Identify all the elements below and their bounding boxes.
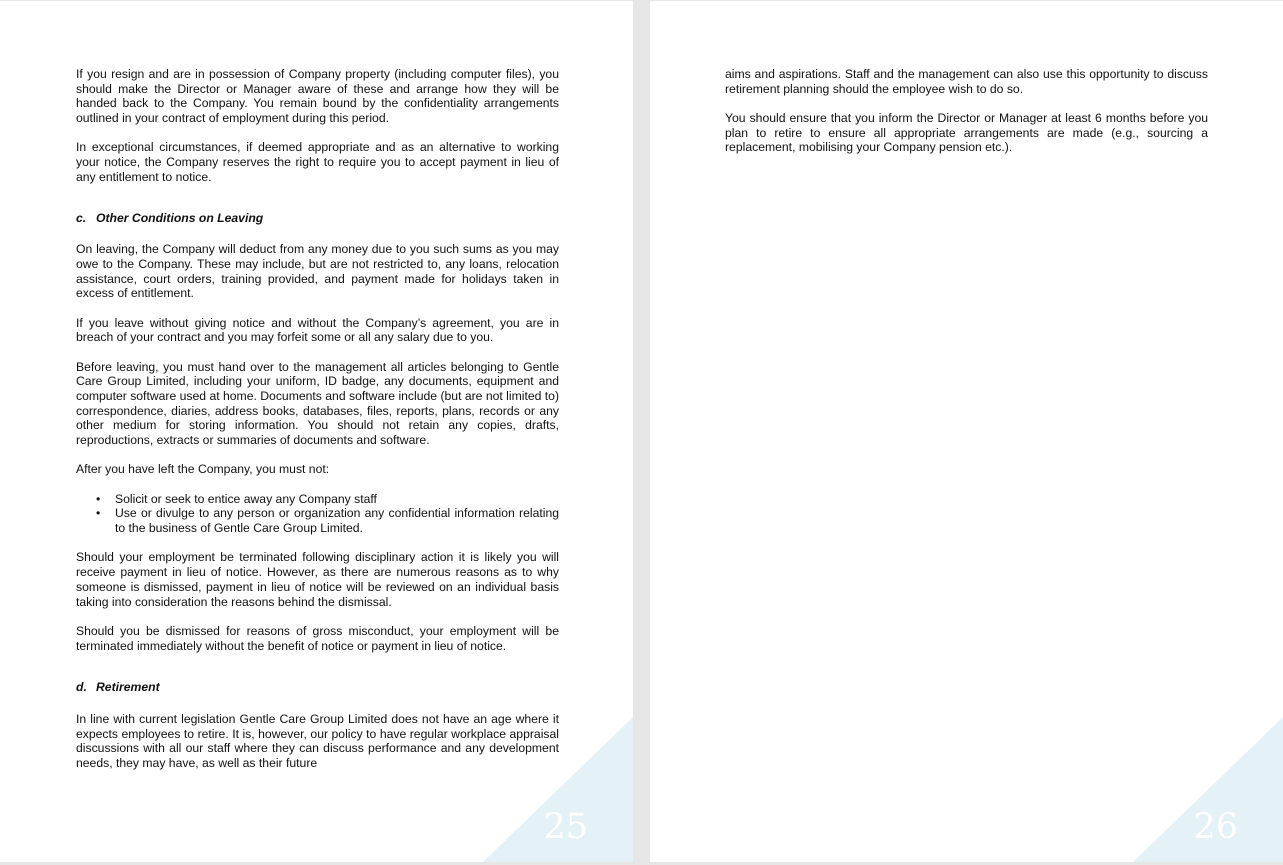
list-item: • Use or divulge to any person or organization any confidential information relating to the business of Gentle Care Group Limited. xyxy=(115,506,559,535)
paragraph: After you have left the Company, you must not: xyxy=(76,462,330,477)
paragraph: You should ensure that you inform the Director or Manager at least 6 months before you plan to retire to ensure all appropriate arrangements are made (e.g., sourcing a replacement, mobilising your Company pension etc.). xyxy=(725,111,1208,155)
page-number: 26 xyxy=(1193,807,1238,847)
section-title: Other Conditions on Leaving xyxy=(96,210,264,225)
paragraph: Before leaving, you must hand over to the management all articles belonging to Gentle Care Group Limited, including your uniform, ID badge, any documents, equipment and computer software used at home. Documents and software include (but are not limited to) correspondence, diaries, address books, databases, files, reports, plans, records or any other medium for storing information. You should not retain any copies, drafts, reproductions, extracts or summaries of documents and software. xyxy=(76,359,560,448)
paragraph: If you leave without giving notice and without the Company’s agreement, you are in breach of your contract and you may forfeit some or all any salary due to you. xyxy=(76,315,559,345)
paragraph: If you resign and are in possession of Company property (including computer files), you should make the Director or Manager aware of these and arrange how they will be handed back to the Company. You remain bound by the confidentiality arrangements outlined in your contract of employment during this period. xyxy=(76,67,559,126)
section-title: Retirement xyxy=(96,680,160,695)
bullet-list xyxy=(76,492,559,536)
paragraph: Should your employment be terminated following disciplinary action it is likely you will receive payment in lieu of notice. However, as there are numerous reasons as to why someone is dismissed, payment in lieu of notice will be reviewed on an individual basis taking into consideration the reasons behind the dismissal. xyxy=(76,550,559,609)
section-label: d. xyxy=(76,680,87,695)
document-page-25 xyxy=(0,1,633,862)
page-number: 25 xyxy=(543,807,588,847)
section-label: c. xyxy=(76,210,87,225)
paragraph: On leaving, the Company will deduct from any money due to you such sums as you may owe to the Company. These may include, but are not restricted to, any loans, relocation assistance, court orders, training provided, and payment made for holidays taken in excess of entitlement. xyxy=(76,242,559,301)
page-body xyxy=(76,67,559,785)
paragraph: aims and aspirations. Staff and the management can also use this opportunity to discuss retirement planning should the employee wish to do so. xyxy=(725,67,1208,96)
paragraph: Should you be dismissed for reasons of gross misconduct, your employment will be terminated immediately without the benefit of notice or payment in lieu of notice. xyxy=(76,623,559,653)
document-page-26 xyxy=(650,1,1283,862)
section-heading-retirement xyxy=(76,680,559,695)
page-body xyxy=(725,67,1208,170)
paragraph: In line with current legislation Gentle Care Group Limited does not have an age where it expects employees to retire. It is, however, our policy to have regular workplace appraisal discussions with all our staff where they can discuss performance and any development needs, they may have, as well as their future xyxy=(76,711,559,771)
section-heading-other-conditions xyxy=(76,211,559,226)
list-item: • Solicit or seek to entice away any Company staff xyxy=(115,492,559,507)
paragraph: In exceptional circumstances, if deemed appropriate and as an alternative to working your notice, the Company reserves the right to require you to accept payment in lieu of any entitlement to notice. xyxy=(76,140,559,184)
